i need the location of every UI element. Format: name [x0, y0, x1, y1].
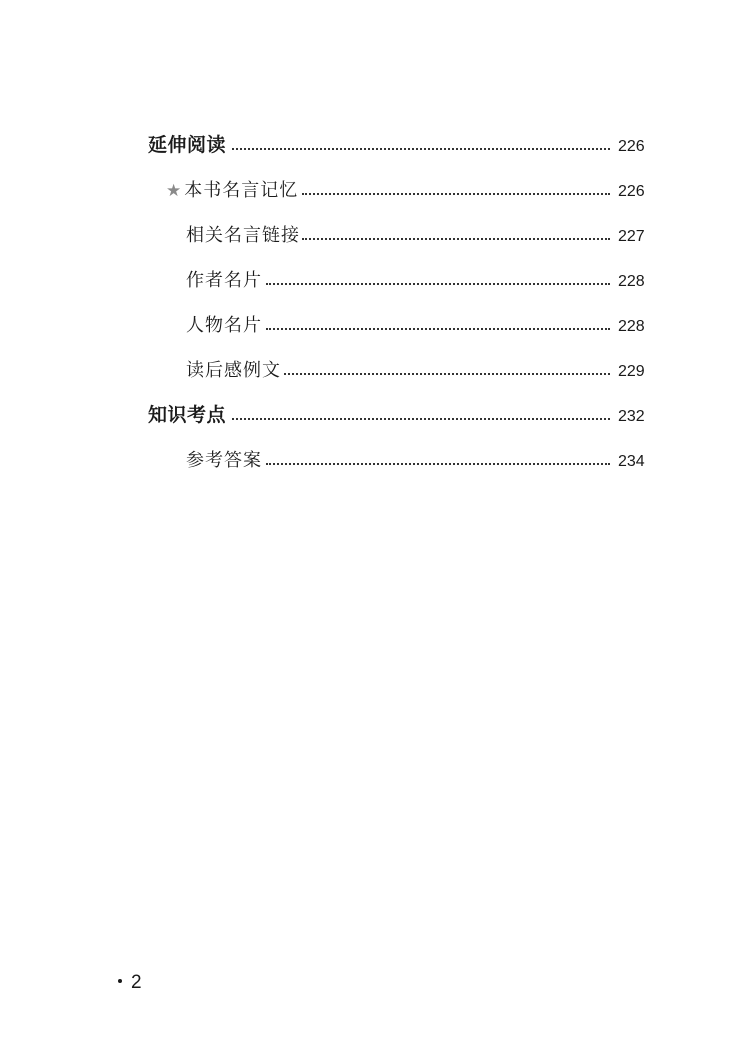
dot-leader: [232, 148, 610, 150]
toc-page-number: 234: [618, 453, 645, 470]
toc-item-quotes-memory[interactable]: [0, 173, 750, 203]
toc-page-number: 229: [618, 363, 645, 380]
toc-item-label: 读后感例文: [186, 360, 281, 381]
toc-section-label: 延伸阅读: [148, 134, 227, 156]
page-number: 2: [131, 972, 142, 993]
toc-item-label: 作者名片: [186, 270, 262, 291]
toc-section-knowledge-points[interactable]: [0, 398, 750, 428]
toc-item-character-card[interactable]: [0, 308, 750, 338]
toc-page-number: 226: [618, 138, 645, 155]
dot-leader: [266, 328, 610, 330]
toc-page-number: 227: [618, 228, 645, 245]
page-footer: [118, 972, 142, 994]
dot-leader: [232, 418, 610, 420]
toc-item-related-quotes[interactable]: [0, 218, 750, 248]
toc-item-author-card[interactable]: [0, 263, 750, 293]
toc-item-label: 人物名片: [186, 315, 262, 336]
toc-item-sample-essay[interactable]: [0, 353, 750, 383]
toc-section-extended-reading[interactable]: [0, 128, 750, 158]
toc-item-label: 参考答案: [186, 450, 262, 471]
star-icon: ★: [166, 181, 183, 201]
toc-page-number: 226: [618, 183, 645, 200]
toc-page-number: 228: [618, 273, 645, 290]
dot-leader: [266, 283, 610, 285]
toc-item-answer-key[interactable]: [0, 443, 750, 473]
toc-section-label: 知识考点: [148, 404, 227, 426]
toc-item-label: 本书名言记忆: [184, 180, 299, 201]
dot-leader: [266, 463, 610, 465]
toc-item-label-wrap: [166, 182, 298, 200]
toc-page-number: 232: [618, 408, 645, 425]
dot-leader: [302, 193, 610, 195]
bullet-dot-icon: [118, 979, 122, 983]
toc-item-label: 相关名言链接: [186, 225, 300, 246]
toc-page-number: 228: [618, 318, 645, 335]
dot-leader: [284, 373, 610, 375]
table-of-contents: [0, 0, 750, 500]
dot-leader: [302, 238, 610, 240]
